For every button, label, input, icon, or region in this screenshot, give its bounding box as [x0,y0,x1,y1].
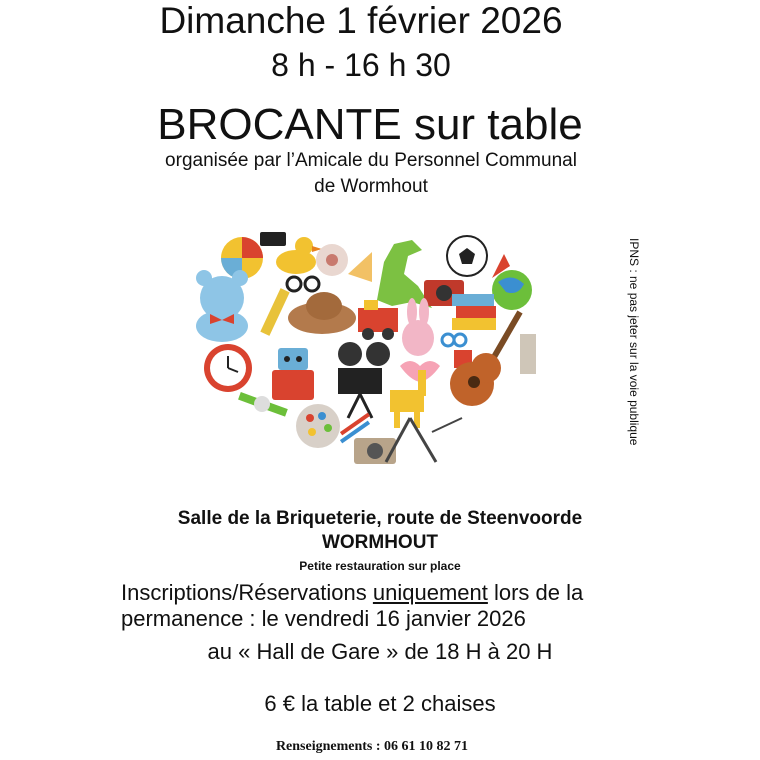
venue-town: WORMHOUT [321,532,439,553]
ipns-vertical-note: IPNS : ne pas jeter sur la voie publique [627,238,641,446]
organizer-line-2: de Wormhout [314,176,428,197]
organizer-line-1: organisée par l’Amicale du Personnel Communal [165,150,577,171]
registration-line-3: au « Hall de Gare » de 18 H à 20 H [207,639,553,664]
heart-collage-illustration [172,222,556,478]
registration-emphasis: uniquement [372,580,488,605]
event-title: BROCANTE sur table [157,100,583,149]
table-price: 6 € la table et 2 chaises [264,691,496,716]
registration-part-2: lors de la [487,580,584,605]
event-date: Dimanche 1 février 2026 [159,0,563,41]
venue-address: Salle de la Briqueterie, route de Steenvoorde [177,508,583,529]
catering-note: Petite restauration sur place [299,559,461,573]
registration-line-2: permanence : le vendredi 16 janvier 2026 [121,606,526,631]
registration-line-1 [121,580,583,606]
event-hours: 8 h - 16 h 30 [271,47,451,83]
registration-part-1: Inscriptions/Réservations [121,580,373,605]
contact-phone: Renseignements : 06 61 10 82 71 [275,739,469,754]
